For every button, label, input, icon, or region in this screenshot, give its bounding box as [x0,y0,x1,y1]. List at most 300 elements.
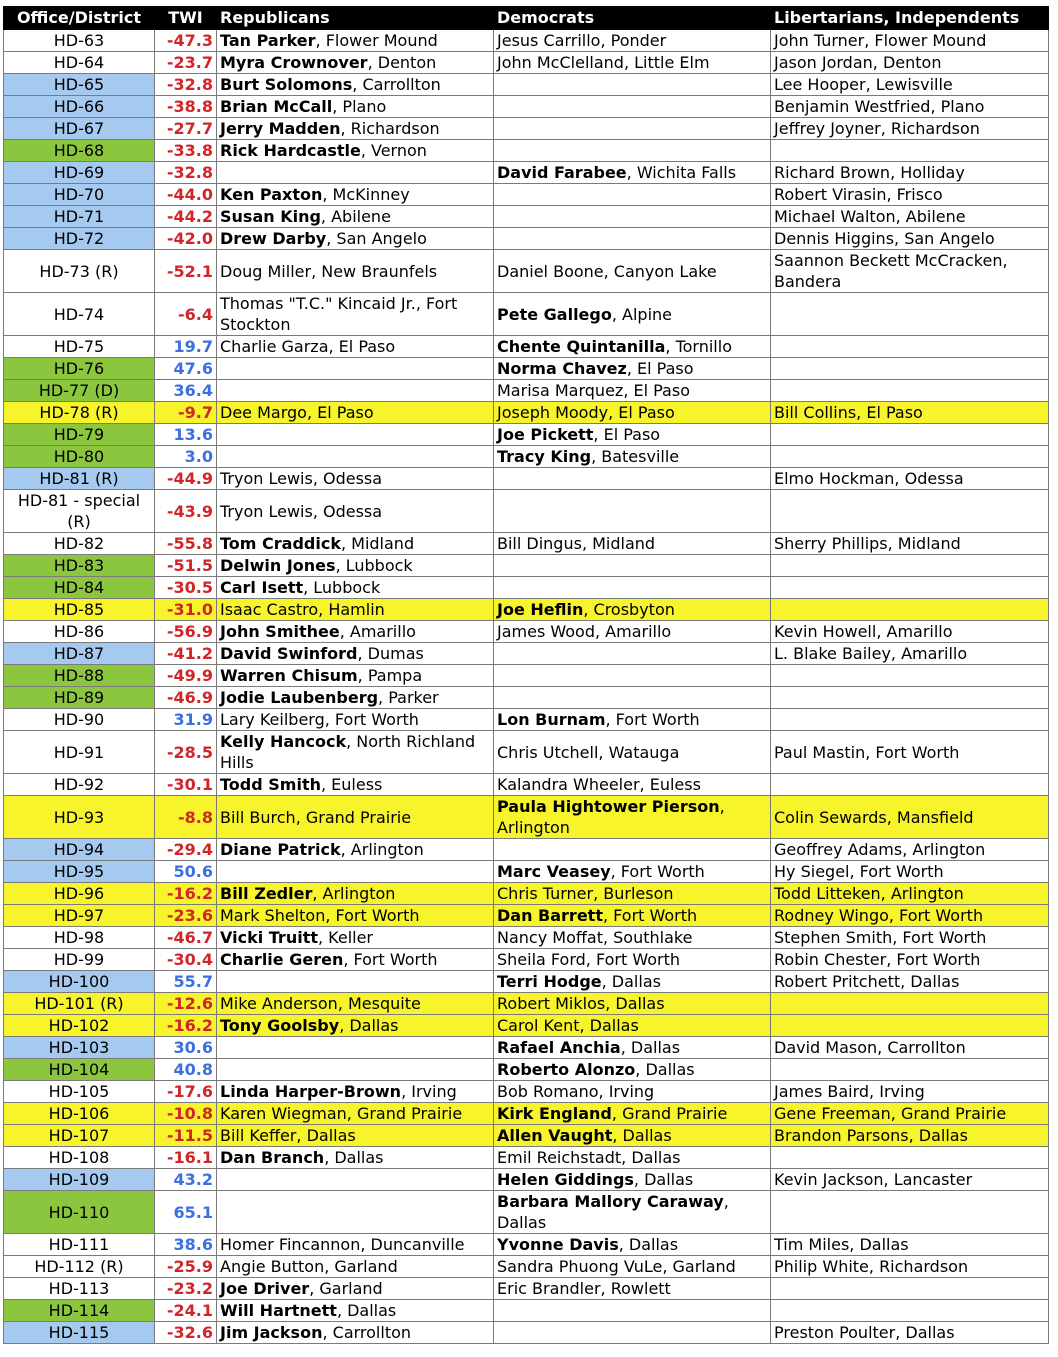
democrat-cell [494,1015,771,1037]
office-cell: HD-63 [4,30,155,52]
table-row [4,1278,1049,1300]
candidate-place: , Dallas [296,1126,356,1145]
candidate-place: , Irving [401,1082,457,1101]
twi-cell: -46.7 [155,927,217,949]
republican-cell [217,1015,494,1037]
table-row [4,883,1049,905]
candidate-table [3,6,1049,1344]
twi-cell: -33.8 [155,140,217,162]
candidate-name: Jim Jackson [220,1323,323,1342]
table-row [4,1037,1049,1059]
candidate-place: , Batesville [591,447,680,466]
candidate-place: , Dallas [497,1192,729,1232]
table-row [4,949,1049,971]
table-row [4,731,1049,774]
republican-cell [217,118,494,140]
democrat-cell [494,1125,771,1147]
democrat-cell [494,643,771,665]
libertarian-cell: Richard Brown, Holliday [771,162,1049,184]
candidate-place: , Garland [309,1279,383,1298]
twi-cell: -28.5 [155,731,217,774]
libertarian-cell [771,687,1049,709]
table-row [4,1191,1049,1234]
header-row [4,7,1049,30]
twi-cell: -52.1 [155,250,217,293]
republican-cell [217,927,494,949]
candidate-place: , Euless [639,775,701,794]
office-cell: HD-81 - special (R) [4,490,155,533]
table-row [4,424,1049,446]
office-cell: HD-71 [4,206,155,228]
republican-cell [217,971,494,993]
table-row [4,206,1049,228]
twi-cell: -43.9 [155,490,217,533]
democrat-cell [494,709,771,731]
candidate-name: Carl Isett [220,578,304,597]
democrat-cell [494,796,771,839]
office-cell: HD-88 [4,665,155,687]
twi-cell: -16.2 [155,1015,217,1037]
libertarian-cell: Rodney Wingo, Fort Worth [771,905,1049,927]
office-cell: HD-106 [4,1103,155,1125]
republican-cell [217,709,494,731]
twi-cell: 38.6 [155,1234,217,1256]
office-cell: HD-67 [4,118,155,140]
candidate-place: , Dallas [324,1148,384,1167]
office-cell: HD-70 [4,184,155,206]
office-cell: HD-97 [4,905,155,927]
republican-cell [217,599,494,621]
republican-cell [217,1037,494,1059]
republican-cell [217,687,494,709]
libertarian-cell: Saannon Beckett McCracken, Bandera [771,250,1049,293]
candidate-place: , Euless [320,775,383,794]
candidate-place: , Irving [598,1082,655,1101]
libertarian-cell [771,424,1049,446]
candidate-place: , Keller [317,928,374,947]
democrat-cell [494,927,771,949]
twi-cell: -31.0 [155,599,217,621]
candidate-name: John Smithee [220,622,340,641]
candidate-name: Will Hartnett [220,1301,337,1320]
candidate-place: , Dallas [601,972,661,991]
candidate-name: Brian McCall [220,97,333,116]
candidate-name: Tracy King [497,447,592,466]
libertarian-cell: Philip White, Richardson [771,1256,1049,1278]
table-row [4,1169,1049,1191]
candidate-place: , Tornillo [665,337,732,356]
libertarian-cell [771,1059,1049,1081]
candidate-place: , Parker [378,688,439,707]
candidate-place: , Garland [324,1257,398,1276]
republican-cell [217,1147,494,1169]
table-row [4,30,1049,52]
twi-cell: -38.8 [155,96,217,118]
table-row [4,468,1049,490]
libertarian-cell: Michael Walton, Abilene [771,206,1049,228]
table-row [4,599,1049,621]
twi-cell: 13.6 [155,424,217,446]
candidate-name: Linda Harper-Brown [220,1082,402,1101]
republican-cell [217,1125,494,1147]
candidate-name: Dee Margo [220,403,307,422]
candidate-name: Jesus Carrillo [497,31,601,50]
twi-cell: -23.7 [155,52,217,74]
democrat-cell [494,424,771,446]
democrat-cell [494,687,771,709]
libertarian-cell: Brandon Parsons, Dallas [771,1125,1049,1147]
democrat-cell [494,1147,771,1169]
democrat-cell [494,1234,771,1256]
candidate-name: Kelly Hancock [220,732,347,751]
candidate-name: Todd Smith [220,775,321,794]
candidate-name: Myra Crownover [220,53,368,72]
table-row [4,293,1049,336]
republican-cell [217,96,494,118]
candidate-name: Bill Dingus [497,534,582,553]
twi-cell: 30.6 [155,1037,217,1059]
democrat-cell [494,228,771,250]
libertarian-cell: Todd Litteken, Arlington [771,883,1049,905]
libertarian-cell: Robert Pritchett, Dallas [771,971,1049,993]
republican-cell [217,1256,494,1278]
candidate-name: Nancy Moffat [497,928,603,947]
republican-cell [217,839,494,861]
candidate-place: , Rowlett [600,1279,671,1298]
twi-cell: -24.1 [155,1300,217,1322]
office-cell: HD-96 [4,883,155,905]
candidate-name: Delwin Jones [220,556,336,575]
candidate-name: Homer Fincannon [220,1235,361,1254]
candidate-place: , Canyon Lake [603,261,717,281]
candidate-name: Chente Quintanilla [497,337,666,356]
candidate-name: Joe Heflin [497,600,584,619]
candidate-name: Drew Darby [220,229,327,248]
twi-cell: -44.9 [155,468,217,490]
table-row [4,709,1049,731]
candidate-place: , El Paso [623,381,690,400]
table-row [4,1059,1049,1081]
twi-cell: -12.6 [155,993,217,1015]
republican-cell [217,1169,494,1191]
republican-cell [217,228,494,250]
libertarian-cell: David Mason, Carrollton [771,1037,1049,1059]
office-cell: HD-108 [4,1147,155,1169]
democrat-cell [494,1081,771,1103]
libertarian-cell: Tim Miles, Dallas [771,1234,1049,1256]
candidate-name: Tom Craddick [220,534,341,553]
democrat-cell [494,1037,771,1059]
candidate-place: , Richardson [340,119,440,138]
candidate-place: , Dallas [635,1060,695,1079]
candidate-name: Angie Button [220,1257,325,1276]
office-cell: HD-111 [4,1234,155,1256]
candidate-place: , El Paso [608,403,675,422]
republican-cell [217,468,494,490]
header-republicans: Republicans [217,7,494,30]
office-cell: HD-66 [4,96,155,118]
table-row [4,1015,1049,1037]
libertarian-cell [771,380,1049,402]
candidate-name: Lary Keilberg [220,710,325,729]
twi-cell: 47.6 [155,358,217,380]
candidate-name: Rick Hardcastle [220,141,361,160]
candidate-place: , Fort Worth [585,950,680,969]
candidate-name: Susan King [220,207,321,226]
candidate-name: Emil Reichstadt [497,1148,622,1167]
office-cell: HD-94 [4,839,155,861]
office-cell: HD-68 [4,140,155,162]
office-cell: HD-80 [4,446,155,468]
twi-cell: 43.2 [155,1169,217,1191]
candidate-name: Helen Giddings [497,1170,634,1189]
democrat-cell [494,184,771,206]
libertarian-cell: Lee Hooper, Lewisville [771,74,1049,96]
candidate-name: David Farabee [497,163,627,182]
republican-cell [217,1278,494,1300]
twi-cell: -8.8 [155,796,217,839]
table-row [4,1300,1049,1322]
twi-cell: 55.7 [155,971,217,993]
candidate-name: Isaac Castro [220,600,319,619]
office-cell: HD-110 [4,1191,155,1234]
office-cell: HD-77 (D) [4,380,155,402]
office-cell: HD-74 [4,293,155,336]
office-cell: HD-99 [4,949,155,971]
candidate-place: , Lubbock [303,578,381,597]
candidate-place: , Fort Worth [602,906,698,925]
twi-cell: -42.0 [155,228,217,250]
table-row [4,162,1049,184]
libertarian-cell [771,490,1049,533]
candidate-name: Charlie Geren [220,950,344,969]
twi-cell: 36.4 [155,380,217,402]
republican-cell [217,949,494,971]
twi-cell: -29.4 [155,839,217,861]
candidate-name: Sandra Phuong VuLe [497,1257,663,1276]
democrat-cell [494,74,771,96]
table-row [4,555,1049,577]
libertarian-cell [771,1191,1049,1234]
table-row [4,96,1049,118]
table-row [4,250,1049,293]
office-cell: HD-87 [4,643,155,665]
democrat-cell [494,665,771,687]
libertarian-cell: Preston Poulter, Dallas [771,1322,1049,1344]
democrat-cell [494,883,771,905]
republican-cell [217,52,494,74]
republican-cell [217,490,494,533]
twi-cell: -51.5 [155,555,217,577]
twi-cell: -30.4 [155,949,217,971]
table-row [4,993,1049,1015]
candidate-name: Roberto Alonzo [497,1060,636,1079]
office-cell: HD-103 [4,1037,155,1059]
candidate-place: , Arlington [312,884,396,903]
libertarian-cell: Kevin Howell, Amarillo [771,621,1049,643]
democrat-cell [494,577,771,599]
candidate-place: , Watauga [598,742,680,762]
office-cell: HD-78 (R) [4,402,155,424]
democrat-cell [494,971,771,993]
candidate-place: , Carrollton [352,75,441,94]
democrat-cell [494,533,771,555]
libertarian-cell [771,1015,1049,1037]
republican-cell [217,796,494,839]
libertarian-cell: John Turner, Flower Mound [771,30,1049,52]
twi-cell: -30.5 [155,577,217,599]
table-row [4,184,1049,206]
republican-cell [217,30,494,52]
twi-cell: -32.8 [155,74,217,96]
office-cell: HD-86 [4,621,155,643]
candidate-name: Doug Miller [220,261,312,281]
candidate-name: Bob Romano [497,1082,599,1101]
twi-cell: -30.1 [155,774,217,796]
candidate-name: Daniel Boone [497,261,604,281]
candidate-place: , Plano [332,97,387,116]
candidate-place: , Alpine [611,304,672,324]
candidate-place: , Vernon [360,141,427,160]
democrat-cell [494,555,771,577]
candidate-name: Norma Chavez [497,359,627,378]
libertarian-cell [771,1300,1049,1322]
candidate-name: Dan Branch [220,1148,325,1167]
table-row [4,839,1049,861]
twi-cell: -41.2 [155,643,217,665]
table-row [4,1256,1049,1278]
table-row [4,621,1049,643]
democrat-cell [494,1278,771,1300]
candidate-place: , Ponder [600,31,667,50]
candidate-name: Bill Zedler [220,884,313,903]
table-row [4,533,1049,555]
libertarian-cell [771,336,1049,358]
office-cell: HD-102 [4,1015,155,1037]
libertarian-cell: James Baird, Irving [771,1081,1049,1103]
candidate-place: , Dallas [612,1126,672,1145]
table-row [4,1234,1049,1256]
office-cell: HD-72 [4,228,155,250]
candidate-name: Bill Burch [220,807,296,827]
candidate-name: Warren Chisum [220,666,358,685]
table-row [4,905,1049,927]
republican-cell [217,905,494,927]
libertarian-cell: L. Blake Bailey, Amarillo [771,643,1049,665]
office-cell: HD-95 [4,861,155,883]
libertarian-cell: Elmo Hockman, Odessa [771,468,1049,490]
republican-cell [217,1103,494,1125]
democrat-cell [494,1103,771,1125]
twi-cell: 40.8 [155,1059,217,1081]
democrat-cell [494,621,771,643]
table-row [4,140,1049,162]
democrat-cell [494,206,771,228]
democrat-cell [494,402,771,424]
candidate-name: Terri Hodge [497,972,602,991]
libertarian-cell [771,774,1049,796]
candidate-place: , Amarillo [339,622,416,641]
table-row [4,1125,1049,1147]
candidate-name: Marc Veasey [497,862,611,881]
republican-cell [217,1300,494,1322]
candidate-place: , Midland [581,534,656,553]
table-row [4,687,1049,709]
candidate-name: Joe Pickett [497,425,594,444]
twi-cell: -16.2 [155,883,217,905]
candidate-name: Tony Goolsby [220,1016,340,1035]
democrat-cell [494,1256,771,1278]
candidate-place: , Grand Prairie [611,1104,728,1123]
office-cell: HD-82 [4,533,155,555]
candidate-place: , Midland [340,534,415,553]
candidate-place: , Fort Worth [610,862,705,881]
democrat-cell [494,358,771,380]
candidate-place: , Odessa [312,501,383,521]
candidate-place: , Garland [662,1257,736,1276]
libertarian-cell: Paul Mastin, Fort Worth [771,731,1049,774]
twi-cell: 3.0 [155,446,217,468]
twi-cell: -9.7 [155,402,217,424]
twi-cell: 65.1 [155,1191,217,1234]
democrat-cell [494,118,771,140]
candidate-name: Tryon Lewis [220,501,313,521]
candidate-name: Rafael Anchia [497,1038,621,1057]
democrat-cell [494,96,771,118]
table-body [4,30,1049,1344]
candidate-place: , Dallas [633,1170,694,1189]
libertarian-cell: Benjamin Westfried, Plano [771,96,1049,118]
twi-cell: -32.6 [155,1322,217,1344]
democrat-cell [494,599,771,621]
candidate-place: , Arlington [340,840,424,859]
republican-cell [217,731,494,774]
candidate-place: , Mesquite [337,994,421,1013]
republican-cell [217,861,494,883]
candidate-place: , Fort Worth [325,906,420,925]
democrat-cell [494,774,771,796]
republican-cell [217,621,494,643]
candidate-name: Eric Brandler [497,1279,601,1298]
twi-cell: 19.7 [155,336,217,358]
table-row [4,490,1049,533]
republican-cell [217,336,494,358]
table-row [4,74,1049,96]
twi-cell: -10.8 [155,1103,217,1125]
libertarian-cell: Gene Freeman, Grand Prairie [771,1103,1049,1125]
twi-cell: -27.7 [155,118,217,140]
candidate-name: John McClelland [497,53,624,72]
candidate-place: , Amarillo [595,622,672,641]
republican-cell [217,1322,494,1344]
office-cell: HD-109 [4,1169,155,1191]
republican-cell [217,250,494,293]
democrat-cell [494,839,771,861]
twi-cell: -47.3 [155,30,217,52]
candidate-place: , Dallas [621,1148,681,1167]
libertarian-cell [771,665,1049,687]
candidate-place: , Grand Prairie [346,1104,463,1123]
office-cell: HD-101 (R) [4,993,155,1015]
office-cell: HD-75 [4,336,155,358]
republican-cell [217,1059,494,1081]
candidate-place: , Little Elm [623,53,710,72]
republican-cell [217,140,494,162]
republican-cell [217,74,494,96]
democrat-cell [494,490,771,533]
libertarian-cell [771,1278,1049,1300]
republican-cell [217,380,494,402]
